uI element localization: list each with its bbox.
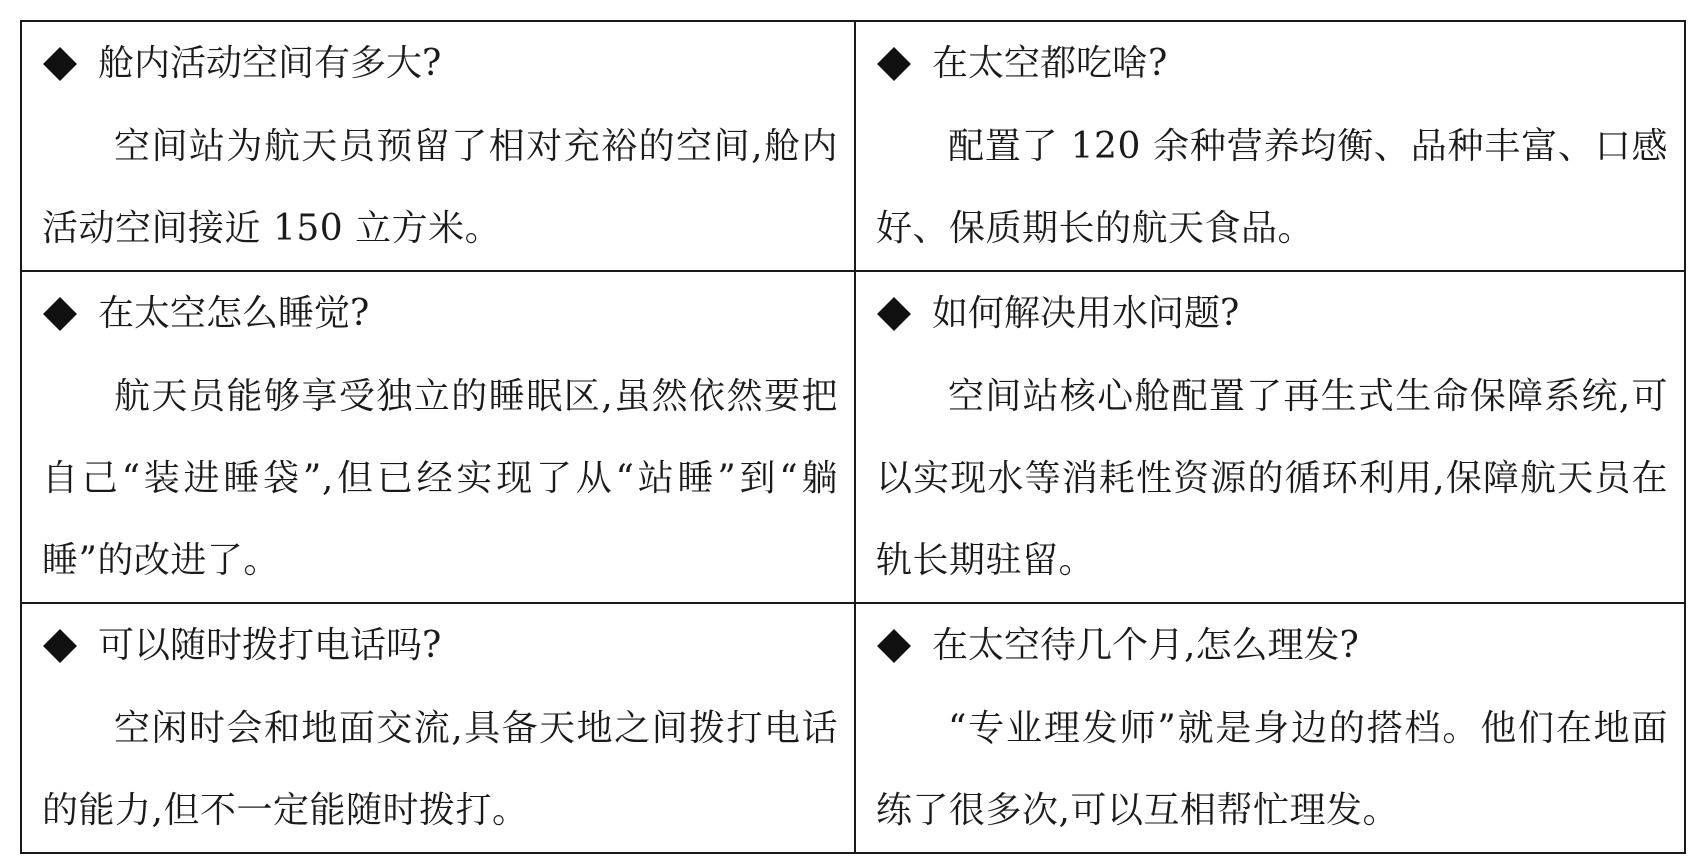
qa-table xyxy=(20,20,1686,854)
diamond-bullet-icon xyxy=(43,47,77,81)
answer-text: “专业理发师”就是身边的搭档。他们在地面练了很多次,可以互相帮忙理发。 xyxy=(876,708,1668,831)
question-text: 在太空怎么睡觉? xyxy=(98,293,370,334)
qa-cell xyxy=(21,271,855,603)
table-row xyxy=(21,271,1685,603)
answer-text: 空间站为航天员预留了相对充裕的空间,舱内活动空间接近 150 立方米。 xyxy=(42,126,838,249)
question-text: 舱内活动空间有多大? xyxy=(98,43,442,84)
answer-text: 空闲时会和地面交流,具备天地之间拨打电话的能力,但不一定能随时拨打。 xyxy=(42,708,838,831)
qa-cell xyxy=(855,21,1685,271)
question-text: 在太空都吃啥? xyxy=(932,43,1168,84)
question-line xyxy=(42,618,838,674)
table-row xyxy=(21,603,1685,853)
diamond-bullet-icon xyxy=(43,629,77,663)
question-text: 如何解决用水问题? xyxy=(932,293,1240,334)
qa-cell xyxy=(855,271,1685,603)
diamond-bullet-icon xyxy=(877,629,911,663)
qa-cell xyxy=(21,603,855,853)
question-text: 在太空待几个月,怎么理发? xyxy=(932,625,1359,666)
answer-text: 配置了 120 余种营养均衡、品种丰富、口感好、保质期长的航天食品。 xyxy=(876,126,1668,249)
question-line xyxy=(42,286,838,342)
diamond-bullet-icon xyxy=(877,47,911,81)
question-text: 可以随时拨打电话吗? xyxy=(98,625,442,666)
question-line xyxy=(876,286,1668,342)
qa-cell xyxy=(21,21,855,271)
answer-text: 空间站核心舱配置了再生式生命保障系统,可以实现水等消耗性资源的循环利用,保障航天员在轨长期驻留。 xyxy=(876,376,1668,581)
question-line xyxy=(876,36,1668,92)
diamond-bullet-icon xyxy=(43,297,77,331)
question-line xyxy=(876,618,1668,674)
qa-cell xyxy=(855,603,1685,853)
table-row xyxy=(21,21,1685,271)
answer-text: 航天员能够享受独立的睡眠区,虽然依然要把自己“装进睡袋”,但已经实现了从“站睡”到“躺睡”的改进了。 xyxy=(42,376,838,581)
question-line xyxy=(42,36,838,92)
diamond-bullet-icon xyxy=(877,297,911,331)
